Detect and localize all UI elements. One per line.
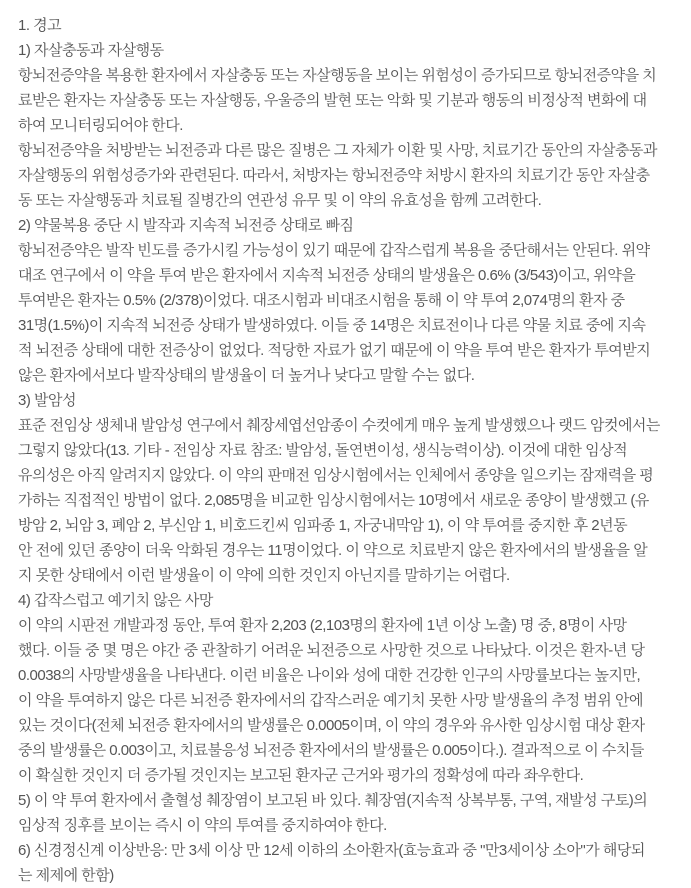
- text-line: 임상적 징후를 보이는 즉시 이 약의 투여를 중지하여야 한다.: [18, 817, 387, 834]
- text-line: 2) 약물복용 중단 시 발작과 지속적 뇌전증 상태로 빠짐: [18, 217, 354, 234]
- text-line: 이 약의 시판전 개발과정 동안, 투여 환자 2,203 (2,103명의 환자에 1년 이상 노출) 명 중, 8명이 사망: [18, 617, 627, 634]
- text-line: 중의 발생률은 0.003이고, 치료불응성 뇌전증 환자에서의 발생률은 0.005이다.). 결과적으로 이 수치들: [18, 742, 644, 759]
- text-line: 이 확실한 것인지 더 증가될 것인지는 보고된 환자군 근거와 평가의 정확성에 따라 좌우한다.: [18, 767, 584, 784]
- text-line: 자살행동의 위험성증가와 관련된다. 따라서, 처방자는 항뇌전증약 처방시 환자의 치료기간 동안 자살충: [18, 167, 650, 184]
- text-line: 31명(1.5%)이 지속적 뇌전증 상태가 발생하였다. 이들 중 14명은 치료전이나 다른 약물 치료 중에 지속: [18, 317, 646, 334]
- text-line: 그렇지 않았다(13. 기타 - 전임상 자료 참조: 발암성, 돌연변이성, 생식능력이상). 이것에 대한 임상적: [18, 442, 628, 459]
- text-line: 이 약을 투여하지 않은 다른 뇌전증 환자에서의 갑작스러운 예기치 못한 사망 발생율의 추정 범위 안에: [18, 692, 643, 709]
- text-line: 유의성은 아직 알려지지 않았다. 이 약의 판매전 임상시험에서는 인체에서 종양을 일으키는 잠재력을 평: [18, 467, 654, 484]
- text-line: 6) 신경정신계 이상반응: 만 3세 이상 만 12세 이하의 소아환자(효능효과 중 "만3세이상 소아"가 해당되: [18, 842, 645, 859]
- text-line: 지 못한 상태에서 이런 발생율이 이 약에 의한 것인지 아닌지를 말하기는 어렵다.: [18, 567, 510, 584]
- text-line: 안 전에 있던 종양이 더욱 악화된 경우는 11명이었다. 이 약으로 치료받지 않은 환자에서의 발생율을 알: [18, 542, 648, 559]
- text-line: 5) 이 약 투여 환자에서 출혈성 췌장염이 보고된 바 있다. 췌장염(지속적 상복부통, 구역, 재발성 구토)의: [18, 792, 648, 809]
- text-line: 동 또는 자살행동과 치료될 질병간의 연관성 유무 및 이 약의 유효성을 함께 고려한다.: [18, 192, 542, 209]
- text-line: 표준 전임상 생체내 발암성 연구에서 췌장세엽선암종이 수컷에게 매우 높게 발생했으나 랫드 암컷에서는: [18, 417, 660, 434]
- text-line: 하여 모니터링되어야 한다.: [18, 117, 183, 134]
- text-line: 있는 것이다(전체 뇌전증 환자에서의 발생률은 0.0005이며, 이 약의 경우와 유사한 임상시험 대상 환자: [18, 717, 645, 734]
- text-line: 방암 2, 뇌암 3, 폐암 2, 부신암 1, 비호드킨씨 임파종 1, 자궁내막암 1), 이 약 투여를 중지한 후 2년동: [18, 517, 628, 534]
- text-line: 3) 발암성: [18, 392, 76, 409]
- text-line: 항뇌전증약을 처방받는 뇌전증과 다른 많은 질병은 그 자체가 이환 및 사망, 치료기간 동안의 자살충동과: [18, 142, 657, 159]
- text-line: 료받은 환자는 자살충동 또는 자살행동, 우울증의 발현 또는 악화 및 기분과 행동의 비정상적 변화에 대: [18, 92, 647, 109]
- text-line: 했다. 이들 중 몇 명은 야간 중 관찰하기 어려운 뇌전증으로 사망한 것으로 나타났다. 이것은 환자-년 당: [18, 642, 645, 659]
- text-line: 항뇌전증약은 발작 빈도를 증가시킬 가능성이 있기 때문에 갑작스럽게 복용을 중단해서는 안된다. 위약: [18, 242, 650, 259]
- text-line: 는 제제에 한함): [18, 867, 114, 884]
- text-line: 0.0038의 사망발생율을 나타낸다. 이런 비율은 나이와 성에 대한 건강한 인구의 사망률보다는 높지만,: [18, 667, 641, 684]
- text-line: 않은 환자에서보다 발작상태의 발생율이 더 높거나 낮다고 말할 수는 없다.: [18, 367, 475, 384]
- text-line: 1) 자살충동과 자살행동: [18, 42, 164, 59]
- text-line: 투여받은 환자는 0.5% (2/378)이었다. 대조시험과 비대조시험을 통해 이 약 투여 2,074명의 환자 중: [18, 292, 625, 309]
- text-line: 가하는 직접적인 방법이 없다. 2,085명을 비교한 임상시험에서는 10명에서 새로운 종양이 발생했고 (유: [18, 492, 649, 509]
- text-line: 대조 연구에서 이 약을 투여 받은 환자에서 지속적 뇌전증 상태의 발생율은 0.6% (3/543)이고, 위약을: [18, 267, 636, 284]
- text-line: 1. 경고: [18, 17, 62, 34]
- text-line: 4) 갑작스럽고 예기치 않은 사망: [18, 592, 213, 609]
- text-line: 적 뇌전증 상태에 대한 전증상이 없었다. 적당한 자료가 없기 때문에 이 약을 투여 받은 환자가 투여받지: [18, 342, 651, 359]
- text-line: 항뇌전증약을 복용한 환자에서 자살충동 또는 자살행동을 보이는 위험성이 증가되므로 항뇌전증약을 치: [18, 67, 657, 84]
